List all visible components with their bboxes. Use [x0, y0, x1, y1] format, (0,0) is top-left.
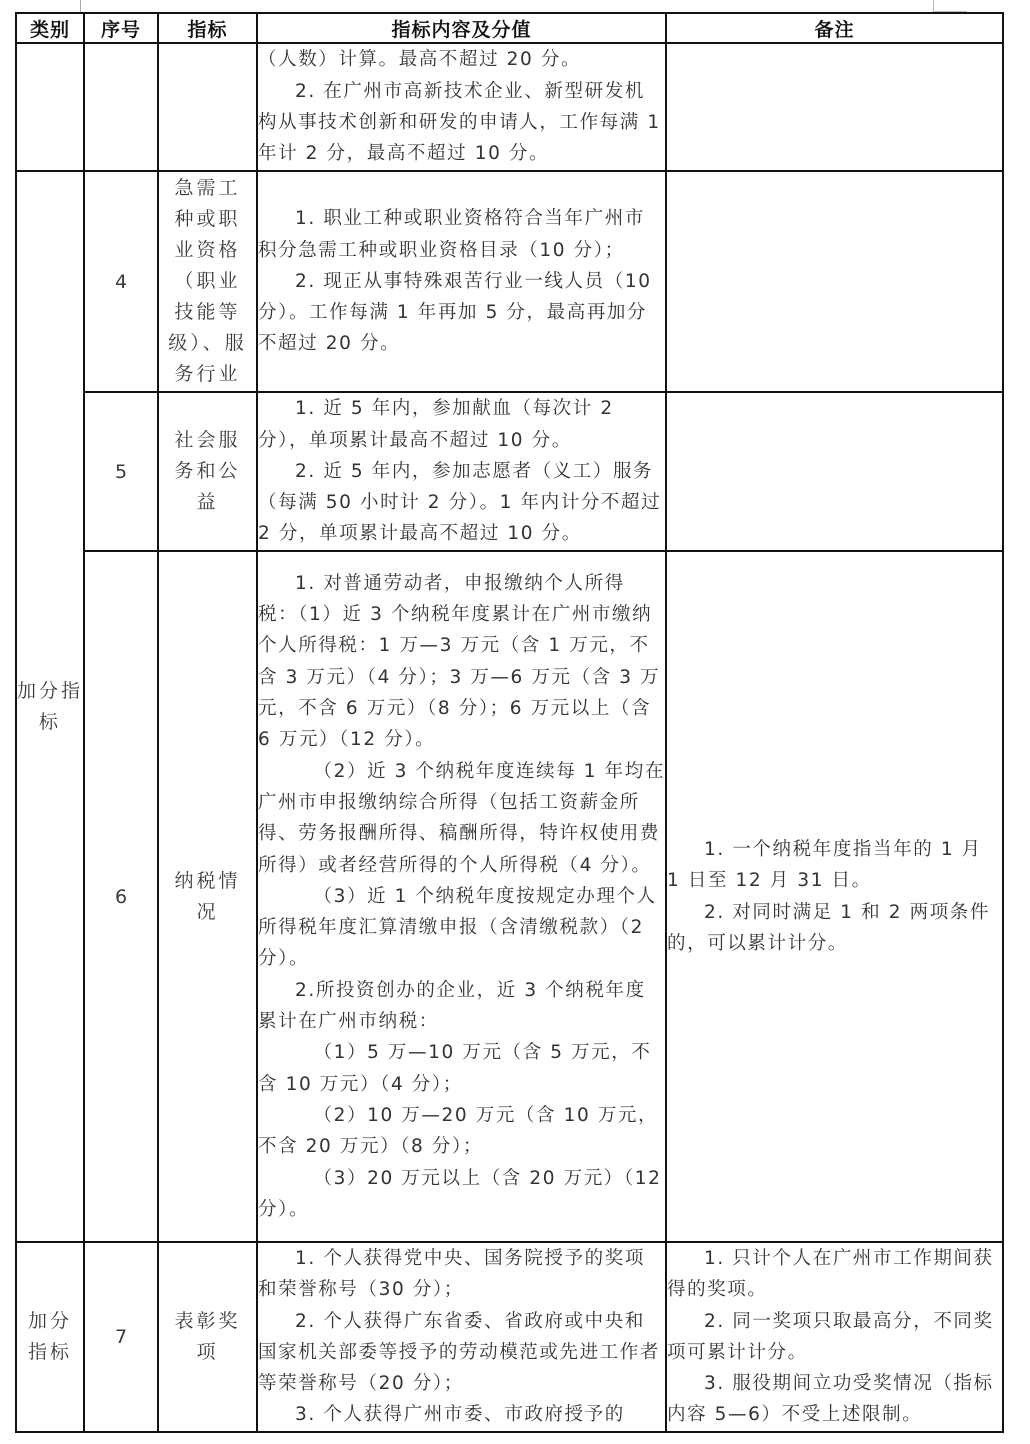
cell-content	[257, 1242, 666, 1432]
header-remarks: 备注	[666, 13, 1003, 43]
remarks-paragraph: 2. 同一奖项只取最高分，不同奖项可累计计分。	[667, 1310, 994, 1363]
table-header-row	[16, 13, 1003, 43]
header-category: 类别	[16, 13, 84, 43]
header-indicator: 指标	[158, 13, 257, 43]
cell-seq	[84, 43, 158, 171]
content-paragraph: 1. 对普通劳动者，申报缴纳个人所得税：（1）近 3 个纳税年度累计在广州市缴纳个人所得税：1 万—3 万元（含 1 万元，不含 3 万元）（4 分）；3 万—6 万元（含 3 万元，不含 6 万元）（8 分）；6 万元以上（含 6 万元）（12 分）。	[258, 572, 661, 751]
cell-content	[257, 392, 666, 551]
cell-indicator	[158, 43, 257, 171]
content-paragraph: （人数）计算。最高不超过 20 分。	[258, 49, 582, 71]
cell-remarks	[666, 171, 1003, 392]
remarks-paragraph: 2. 对同时满足 1 和 2 两项条件的，可以累计计分。	[667, 901, 990, 954]
cell-content	[257, 551, 666, 1242]
content-paragraph: （3）近 1 个纳税年度按规定办理个人所得税年度汇算清缴申报（含清缴税款）（2 分）。	[258, 885, 657, 970]
content-paragraph: （2）近 3 个纳税年度连续每 1 年均在广州市申报缴纳综合所得（包括工资薪金所得、劳务报酬所得、稿酬所得，特许权使用费所得）或者经营所得的个人所得税（4 分）。	[258, 760, 665, 876]
content-paragraph: 3. 个人获得广州市委、市政府授予的	[295, 1404, 625, 1426]
content-paragraph: 1. 职业工种或职业资格符合当年广州市积分急需工种或职业资格目录（10 分）；	[258, 208, 645, 261]
cell-seq: 5	[84, 392, 158, 551]
table-row	[16, 43, 1003, 171]
cell-seq: 7	[84, 1242, 158, 1432]
cell-category: 加分指标	[16, 171, 84, 1242]
cell-content	[257, 171, 666, 392]
content-paragraph: 1. 近 5 年内，参加献血（每次计 2 分），单项累计最高不超过 10 分。	[258, 398, 614, 451]
table-row	[16, 171, 1003, 392]
cell-remarks	[666, 1242, 1003, 1432]
cell-indicator: 社会服务和公益	[158, 392, 257, 551]
scoring-table	[15, 12, 1004, 1433]
cell-indicator: 表彰奖项	[158, 1242, 257, 1432]
cell-content	[257, 43, 666, 171]
cell-category	[16, 43, 84, 171]
cell-seq: 6	[84, 551, 158, 1242]
content-paragraph: 2. 现正从事特殊艰苦行业一线人员（10 分）。工作每满 1 年再加 5 分，最高再加分不超过 20 分。	[258, 270, 652, 355]
cell-indicator: 急需工种或职业资格（职业技能等级）、服务行业	[158, 171, 257, 392]
content-paragraph: 1. 个人获得党中央、国务院授予的奖项和荣誉称号（30 分）；	[258, 1248, 645, 1301]
cell-category: 加分指标	[16, 1242, 84, 1432]
content-paragraph: （1）5 万—10 万元（含 5 万元，不含 10 万元）（4 分）；	[258, 1042, 652, 1095]
content-paragraph: （2）10 万—20 万元（含 10 万元，不含 20 万元）（8 分）；	[258, 1104, 659, 1158]
remarks-paragraph: 3. 服役期间立功受奖情况（指标内容 5—6）不受上述限制。	[667, 1373, 994, 1426]
table-row	[16, 551, 1003, 1242]
cell-indicator: 纳税情况	[158, 551, 257, 1242]
header-content: 指标内容及分值	[257, 13, 666, 43]
table-row	[16, 1242, 1003, 1432]
remarks-paragraph: 1. 只计个人在广州市工作期间获得的奖项。	[667, 1248, 994, 1301]
remarks-paragraph: 1. 一个纳税年度指当年的 1 月 1 日至 12 月 31 日。	[667, 838, 982, 892]
page-corner-mark	[80, 0, 81, 12]
table-row	[16, 392, 1003, 551]
cell-remarks	[666, 551, 1003, 1242]
header-seq: 序号	[84, 13, 158, 43]
content-paragraph: 2. 在广州市高新技术企业、新型研发机构从事技术创新和研发的申请人，工作每满 1 年计 2 分，最高不超过 10 分。	[258, 80, 661, 165]
cell-remarks	[666, 392, 1003, 551]
content-paragraph: 2. 近 5 年内，参加志愿者（义工）服务（每满 50 小时计 2 分）。1 年内计分不超过 2 分，单项累计最高不超过 10 分。	[258, 460, 662, 545]
content-paragraph: （3）20 万元以上（含 20 万元）（12 分）。	[258, 1167, 662, 1220]
cell-seq: 4	[84, 171, 158, 392]
content-paragraph: 2.所投资创办的企业，近 3 个纳税年度累计在广州市纳税：	[258, 979, 646, 1033]
cell-remarks	[666, 43, 1003, 171]
content-paragraph: 2. 个人获得广东省委、省政府或中央和国家机关部委等授予的劳动模范或先进工作者等荣誉称号（20 分）；	[258, 1310, 661, 1395]
